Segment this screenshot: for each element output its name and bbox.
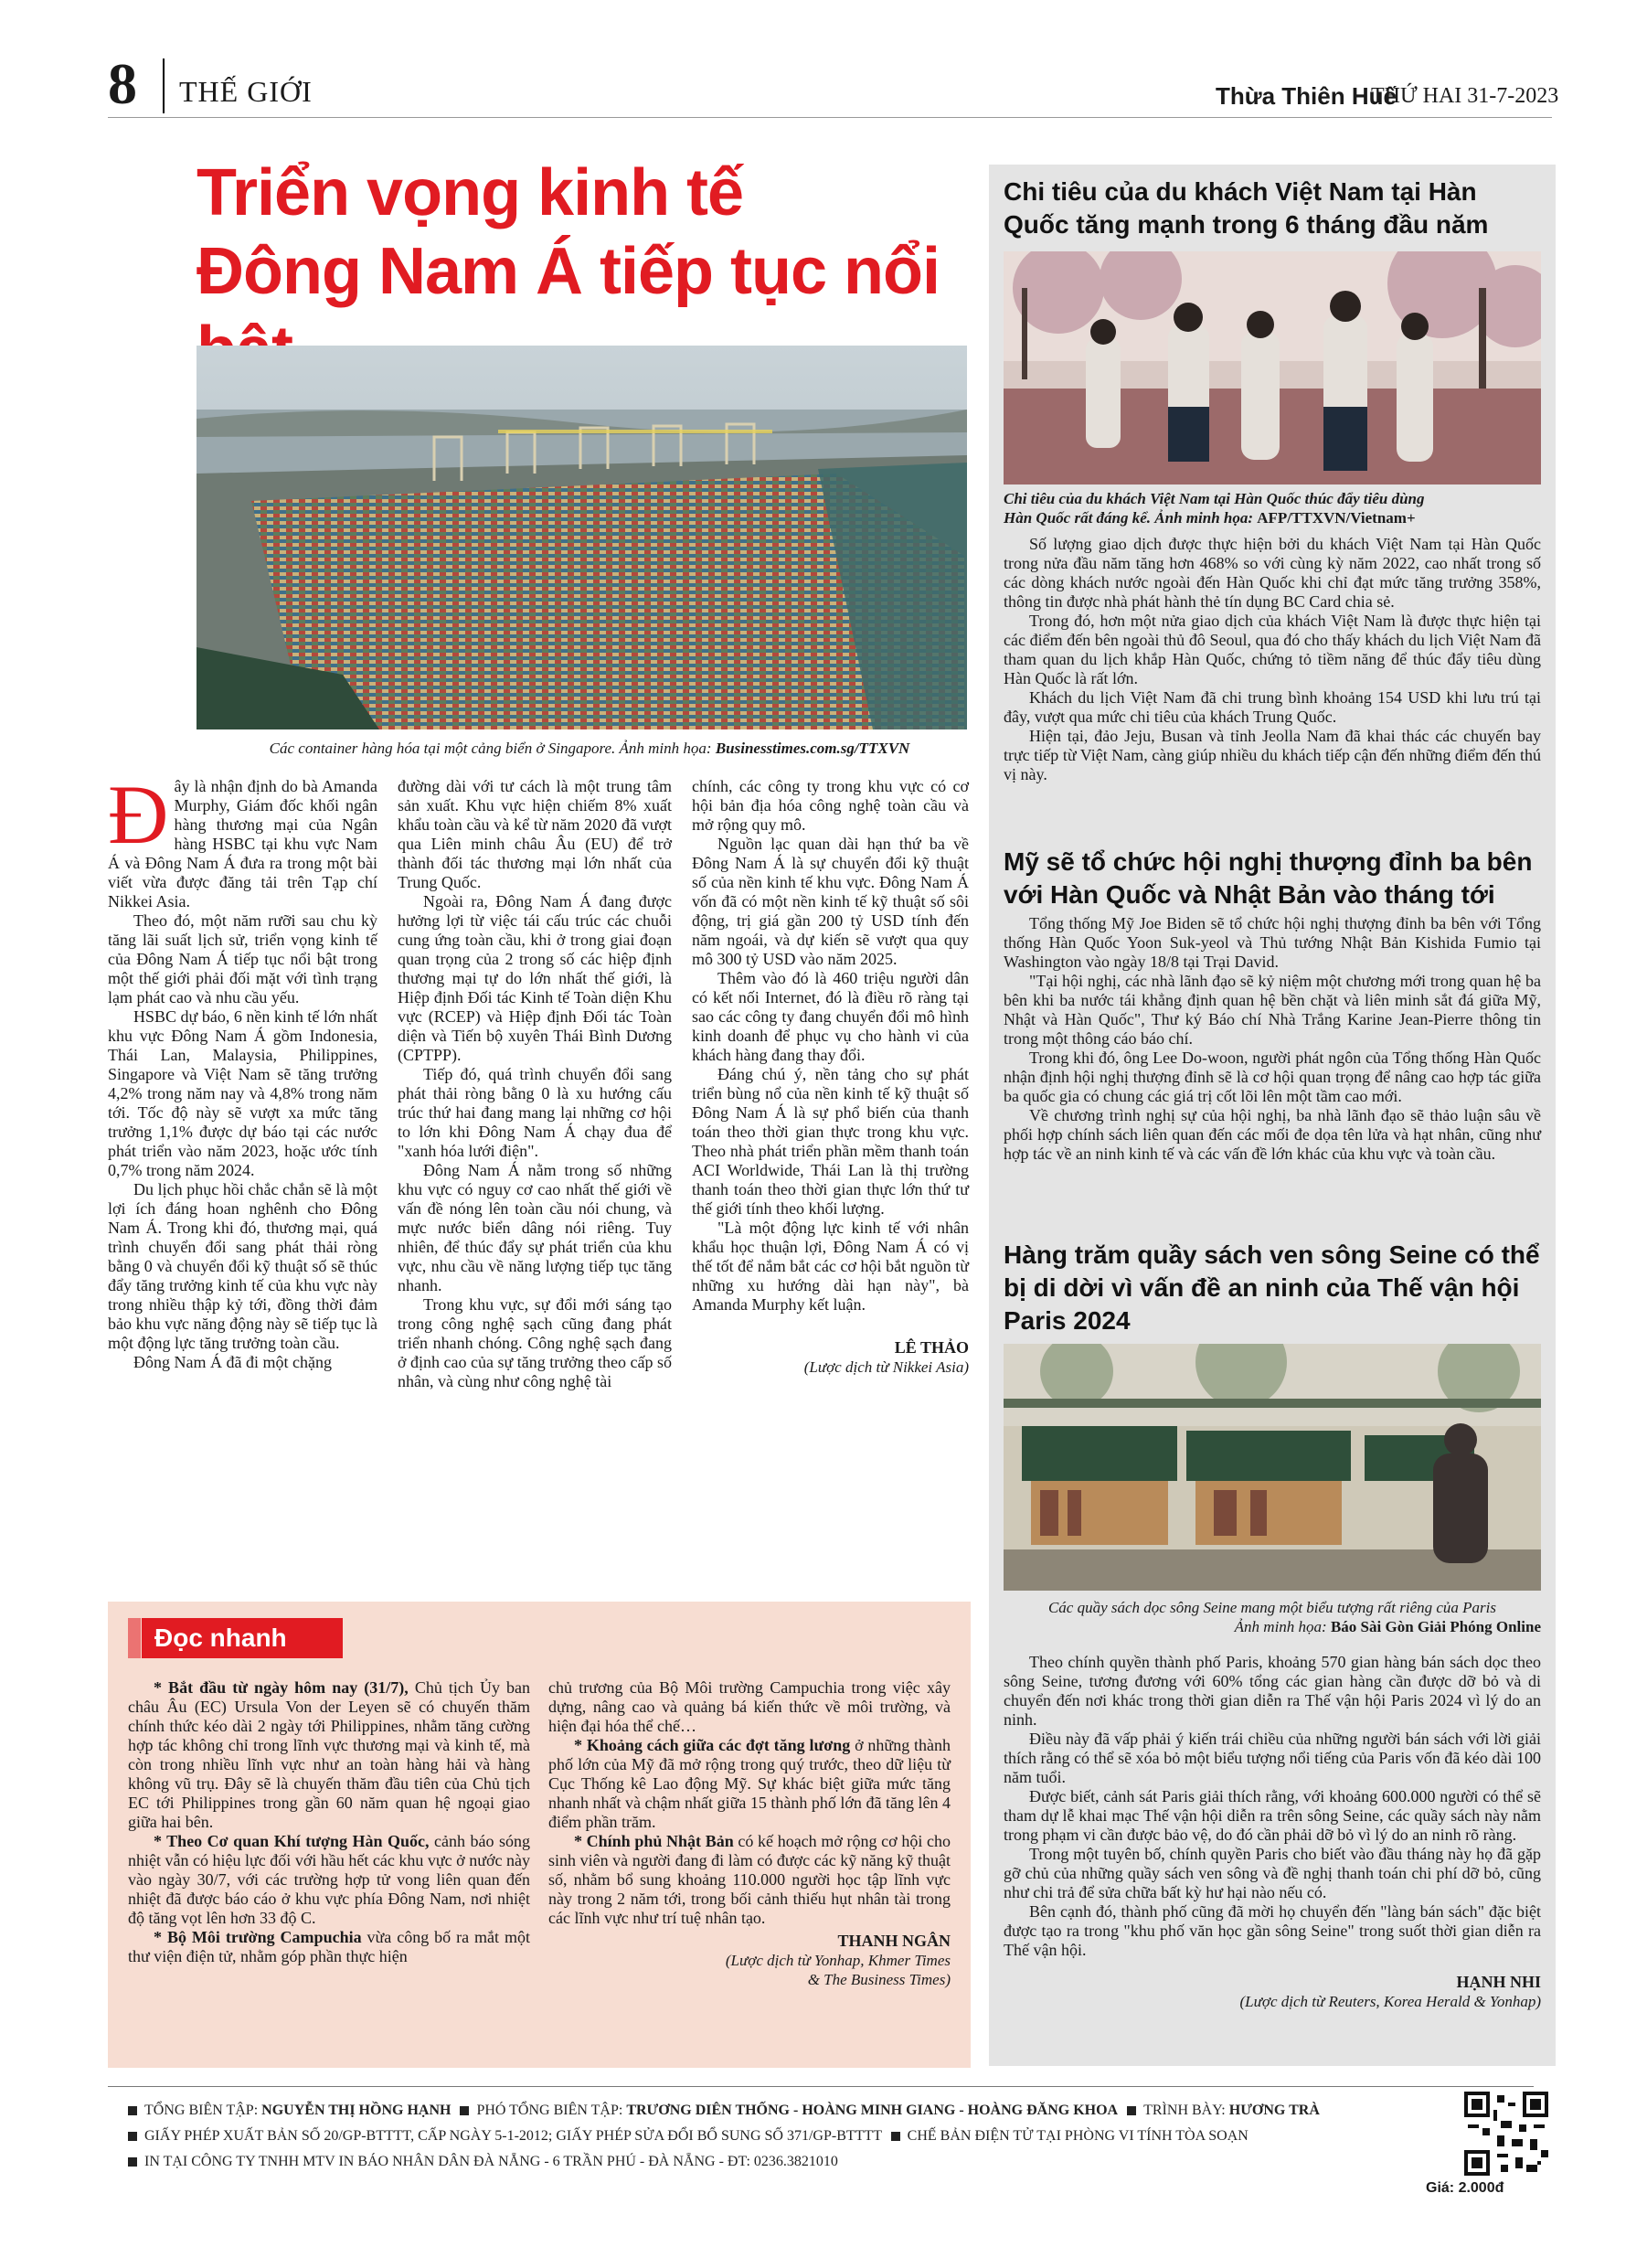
paragraph: Số lượng giao dịch được thực hiện bởi du khách Việt Nam tại Hàn Quốc trong nửa đầu năm tăng hơn 468% so với cùng kỳ năm 2022, cao nhất trong số các dòng khách nước ngoài đến Hàn Quốc khi chỉ đạt mức tăng trưởng 358%, thông tin được nhà phát hành thẻ tín dụng BC Card chia sẻ.: [1004, 535, 1541, 611]
story1-body: [1004, 535, 1541, 784]
bullet-square: [460, 2106, 469, 2115]
caption-credit: Báo Sài Gòn Giải Phóng Online: [1330, 1618, 1541, 1635]
item-text: vừa công bố ra mắt một thư viện điện tử, nhằm góp phần thực hiện: [128, 1928, 530, 1965]
booksellers-illustration: [1004, 1344, 1541, 1591]
item-text: cảnh báo sóng nhiệt vẫn có hiệu lực đối với hầu hết các khu vực ở nước này vào ngày 30/7, với các trường hợp tử vong liên quan đến nhiệt đã được báo cáo ở khu vực phía Đông Nam, nơi nhiệt độ tăng vọt lên hơn 33 độ C.: [128, 1832, 530, 1927]
item-lead: * Bộ Môi trường Campuchia: [154, 1928, 362, 1946]
article-column-1: [108, 768, 377, 1372]
caption-line: [1004, 1617, 1541, 1636]
story3-byline: HẠNH NHI: [1456, 1973, 1541, 1991]
paragraph: Ngoài ra, Đông Nam Á đang được hưởng lợi từ việc tái cấu trúc các chuỗi cung ứng toàn cầu, khi ở trong giai đoạn quan trọng của 2 trong số các hiệp định thương mại tự do lớn nhất thế giới, là Hiệp định Đối tác Kinh tế Toàn diện Khu vực (RCEP) và Hiệp định Đối tác Toàn diện và Tiến bộ xuyên Thái Bình Dương (CPTPP).: [398, 892, 672, 1064]
quick-read-item: [128, 1832, 530, 1928]
quick-read-item: chủ trương của Bộ Môi trường Campuchia trong việc xây dựng, nâng cao và quảng bá kiến thức về môi trường, và hiện đại hóa thể chế…: [548, 1678, 951, 1735]
port-illustration: [197, 346, 967, 729]
paragraph: Theo chính quyền thành phố Paris, khoảng 570 gian hàng bán sách dọc theo sông Seine, tương đương với 60% tổng các gian hàng cần được dỡ bỏ và di chuyển đến nơi khác trong thời gian diễn ra Thế vận hội Paris 2024 vì lý do an ninh.: [1004, 1653, 1541, 1729]
booksellers-photo: [1004, 1344, 1541, 1591]
paragraph: chính, các công ty trong khu vực có cơ hội bản địa hóa công nghệ toàn cầu và mở rộng quy mô.: [692, 777, 969, 834]
item-text: ở những thành phố lớn của Mỹ đã mở rộng trong quý trước, theo dữ liệu từ Cục Thống kê Lao động Mỹ. Sự khác biệt giữa mức tăng nhanh nhất và chậm nhất giữa 15 thành phố lớn đã tăng lên 4 điểm phần trăm.: [548, 1736, 951, 1831]
story2-title: Mỹ sẽ tổ chức hội nghị thượng đỉnh ba bên với Hàn Quốc và Nhật Bản vào tháng tới: [1004, 847, 1533, 909]
quick-read-item: [548, 1736, 951, 1832]
bullet-square: [128, 2132, 137, 2141]
deputy-label: PHÓ TỔNG BIÊN TẬP:: [476, 2103, 623, 2118]
paragraph: Trong khi đó, ông Lee Do-woon, người phát ngôn của Tổng thống Hàn Quốc nhận định hội nghị thượng đỉnh sẽ là cơ hội quan trọng để nâng cao hợp tác giữa ba quốc gia có chung các giá trị cốt lõi lên một tầm cao mới.: [1004, 1049, 1541, 1105]
quick-read-label: Đọc nhanh: [142, 1618, 343, 1658]
item-text: có kế hoạch mở rộng cơ hội cho sinh viên và người đang đi làm có được các kỹ năng kỹ thuật số, nhằm bổ sung khoảng 110.000 người học tập lĩnh vực này trong 2 năm tới, trong bối cảnh thiếu hụt nhân tài trong các lĩnh vực như trí tuệ nhân tạo.: [548, 1832, 951, 1927]
paper-name: Thừa Thiên Huế: [1216, 82, 1397, 110]
caption-text: Các container hàng hóa tại một cảng biển ở Singapore. Ảnh minh họa:: [269, 740, 712, 757]
quick-read-source-line: (Lược dịch từ Yonhap, Khmer Times: [725, 1952, 951, 1969]
paragraph: Về chương trình nghị sự của hội nghị, ba nhà lãnh đạo sẽ thảo luận sâu về phối hợp chính sách liên quan đến các mối đe dọa tên lửa và hạt nhân, cũng như hợp tác về an ninh kinh tế và các vấn đề lớn khác của khu vực và toàn cầu.: [1004, 1106, 1541, 1163]
header-divider: [163, 59, 165, 113]
price-label: Giá: 2.000đ: [1426, 2180, 1504, 2196]
paragraph: Điều này đã vấp phải ý kiến trái chiều của những người bán sách với lời giải thích rằng có thể sẽ xóa bỏ một biểu tượng nổi tiếng của Paris vốn đã kéo dài 100 năm tuổi.: [1004, 1730, 1541, 1786]
page-number: 8: [108, 51, 137, 116]
paragraph: Đông Nam Á đã đi một chặng: [133, 1353, 332, 1371]
caption-line: Các quầy sách dọc sông Seine mang một biểu tượng rất riêng của Paris: [1047, 1599, 1497, 1616]
header-rule: [108, 117, 1552, 118]
paragraph: Tổng thống Mỹ Joe Biden sẽ tổ chức hội nghị thượng đỉnh ba bên với Tổng thống Hàn Quốc Yoon Suk-yeol và Thủ tướng Nhật Bản Kishida Fumio tại Washington vào ngày 18/8 tại Trại David.: [1004, 914, 1541, 971]
quick-read-byline: THANH NGÂN: [837, 1932, 951, 1950]
paragraph: "Là một động lực kinh tế với nhân khẩu học thuận lợi, Đông Nam Á có vị thế tốt để nắm bắt các cơ hội bắt nguồn từ những xu hướng dài hạn này", bà Amanda Murphy kết luận.: [692, 1219, 969, 1314]
section-title: THẾ GIỚI: [179, 75, 313, 108]
printer-text: IN TẠI CÔNG TY TNHH MTV IN BÁO NHÂN DÂN ĐÀ NẴNG - 6 TRẦN PHÚ - ĐÀ NẴNG - ĐT: 0236.3821010: [144, 2154, 838, 2169]
article-column-2: [398, 777, 672, 1391]
story3-caption: [1004, 1598, 1541, 1636]
caption-credit: Businesstimes.com.sg/TTXVN: [715, 740, 910, 757]
port-photo: [197, 346, 967, 729]
footer-line-1: [128, 2103, 1320, 2119]
bullet-square: [891, 2132, 900, 2141]
quick-read-item: [548, 1832, 951, 1928]
item-text: Chủ tịch Ủy ban châu Âu (EC) Ursula Von der Leyen sẽ có chuyến thăm chính thức kéo dài 2 ngày tới Philippines, nhằm tăng cường hợp tác không chỉ trong lĩnh vực thương mại và kinh tế, mà còn trong nhiều lĩnh vực như an toàn hàng hải và hàng không vũ trụ. Đây sẽ là chuyến thăm đầu tiên của Chủ tịch EC tới Philippines trong gần 60 năm quan hệ ngoại giao giữa hai bên.: [128, 1678, 530, 1831]
paragraph: Du lịch phục hồi chắc chắn sẽ là một lợi ích đáng hoan nghênh cho Đông Nam Á. Trong khi đó, thương mại, quá trình chuyển đổi sang phát thải ròng bằng 0 và chuyển đổi kỹ thuật số sẽ thúc đẩy tăng trưởng kinh tế của khu vực này trong nhiều thập kỷ tới, đồng thời đảm bảo khu vực năng động này sẽ tiếp tục là một động lực tăng trưởng toàn cầu.: [108, 1180, 377, 1352]
paragraph: Trong đó, hơn một nửa giao dịch của khách Việt Nam là được thực hiện tại các điểm đến bên ngoài thủ đô Seoul, qua đó cho thấy khách du lịch Việt Nam đã tham quan du lịch khắp Hàn Quốc, chứng tỏ tiềm năng để thúc đẩy tiêu dùng Hàn Quốc là rất lớn.: [1004, 612, 1541, 687]
qr-code[interactable]: [1464, 2092, 1548, 2176]
quick-read-source-line: & The Business Times): [807, 1971, 951, 1988]
deputy-names: TRƯƠNG DIÊN THỐNG - HOÀNG MINH GIANG - HOÀNG ĐĂNG KHOA: [626, 2103, 1119, 2118]
bullet-square: [128, 2157, 137, 2167]
quick-read-column-1: [128, 1678, 530, 1966]
tourists-illustration: [1004, 251, 1541, 484]
item-lead: * Chính phủ Nhật Bản: [574, 1832, 734, 1850]
quick-read-item: [128, 1678, 530, 1832]
caption-line: Chi tiêu của du khách Việt Nam tại Hàn Quốc thúc đẩy tiêu dùng: [1004, 490, 1425, 507]
caption-text: Hàn Quốc rất đáng kể. Ảnh minh họa:: [1004, 509, 1254, 527]
item-lead: * Theo Cơ quan Khí tượng Hàn Quốc,: [154, 1832, 430, 1850]
article-source: (Lược dịch từ Nikkei Asia): [803, 1358, 969, 1376]
qr-code-icon: [1464, 2092, 1548, 2176]
bullet-square: [1127, 2106, 1136, 2115]
paragraph: HSBC dự báo, 6 nền kinh tế lớn nhất khu vực Đông Nam Á gồm Indonesia, Thái Lan, Malaysia, Philippines, Singapore và Việt Nam sẽ tăng trưởng 4,2% trong năm nay và 4,8% trong năm tới. Tốc độ này sẽ vượt xa mức tăng trưởng 1,1% được dự báo tại các nước phát triển vào năm 2023, hoặc ước tính 0,7% trong năm 2024.: [108, 1007, 377, 1179]
footer-line-2: [128, 2128, 1249, 2145]
footer-line-3: [128, 2154, 838, 2170]
tourists-photo: [1004, 251, 1541, 484]
headline-line-2: Đông Nam Á tiếp tục nổi: [197, 235, 940, 308]
story3-title: Hàng trăm quầy sách ven sông Seine có thể bị di dời vì vấn đề an ninh của Thế vận hội Paris 2024: [1004, 1240, 1540, 1335]
license-text: GIẤY PHÉP XUẤT BẢN SỐ 20/GP-BTTTT, CẤP NGÀY 5-1-2012; GIẤY PHÉP SỬA ĐỔI BỔ SUNG SỐ 371/GP-BTTTT: [144, 2128, 882, 2144]
story2-body: [1004, 914, 1541, 1164]
issue-date: THỨ HAI 31-7-2023: [1371, 84, 1559, 108]
article-byline: LÊ THẢO: [894, 1338, 969, 1357]
layout-label: TRÌNH BÀY:: [1143, 2103, 1226, 2118]
story1-caption: [1004, 489, 1541, 527]
paragraph: Theo đó, một năm rưỡi sau chu kỳ tăng lãi suất lịch sử, triển vọng kinh tế của Đông Nam Á tiếp tục nổi bật trong một thế giới phải đối mặt với tình trạng lạm phát cao và nhu cầu yếu.: [108, 911, 377, 1006]
story1-title: Chi tiêu của du khách Việt Nam tại Hàn Quốc tăng mạnh trong 6 tháng đầu năm: [1004, 177, 1489, 239]
quick-read-column-2: [548, 1678, 951, 1989]
article-column-3: [692, 777, 969, 1377]
story3-source: (Lược dịch từ Reuters, Korea Herald & Yonhap): [1239, 1993, 1541, 2010]
paragraph: [108, 768, 377, 911]
caption-line: [1004, 508, 1541, 527]
paragraph: Được biết, cảnh sát Paris giải thích rằng, với khoảng 600.000 người có thể sẽ tham dự lễ khai mạc Thế vận hội diễn ra trên sông Seine, các quầy sách này nằm trong phạm vi cần được bảo vệ, do đó cần phải dỡ bỏ vì lý do an ninh rõ ràng.: [1004, 1787, 1541, 1844]
paragraph: Trong một tuyên bố, chính quyền Paris cho biết vào đầu tháng này họ đã gặp gỡ chủ của những quầy sách ven sông và đề nghị thanh toán chi phí dỡ bỏ, cũng như chi trả để sửa chữa bất kỳ hư hại nào nếu có.: [1004, 1845, 1541, 1901]
paragraph: Hiện tại, đảo Jeju, Busan và tỉnh Jeolla Nam đã khai thác các chuyến bay trực tiếp từ Việt Nam, càng giúp nhiều du khách tiếp cận đến những điểm đến thú vị này.: [1004, 727, 1541, 783]
paragraph: Thêm vào đó là 460 triệu người dân có kết nối Internet, đó là điều rõ ràng tại sao các công ty đang chuyển đổi mô hình kinh doanh để phục vụ cho hành vi của khách hàng đang thay đổi.: [692, 969, 969, 1064]
layout-name: HƯƠNG TRÀ: [1228, 2103, 1320, 2118]
quick-read-tab-edge: [128, 1618, 141, 1658]
paragraph: "Tại hội nghị, các nhà lãnh đạo sẽ kỷ niệm một chương mới trong quan hệ ba bên khi ba nước tái khẳng định quan hệ bền chặt và liên minh sắt đá giữa Mỹ, Nhật và Hàn Quốc", Thư ký Báo chí Nhà Trắng Karine Jean-Pierre thông tin trong một thông cáo báo chí.: [1004, 972, 1541, 1048]
caption-credit: AFP/TTXVN/Vietnam+: [1257, 509, 1416, 527]
paragraph: Đáng chú ý, nền tảng cho sự phát triển bùng nổ của nền kinh tế kỹ thuật số Đông Nam Á là sự phổ biến của thanh toán theo thời gian thực trong khu vực. Theo nhà phát triển phần mềm thanh toán ACI Worldwide, Thái Lan là thị trường thanh toán theo thời gian thực lớn thứ tư thế giới tính theo khối lượng.: [692, 1065, 969, 1218]
paragraph: Đông Nam Á nằm trong số những khu vực có nguy cơ cao nhất thế giới về vấn đề nóng lên toàn cầu nói chung, và mực nước biển dâng nói riêng. Tuy nhiên, để thúc đẩy sự phát triển của khu vực, nhu cầu về năng lượng tiếp tục tăng nhanh.: [398, 1161, 672, 1294]
main-photo-caption: [210, 739, 969, 758]
paragraph: đường dài với tư cách là một trung tâm sản xuất. Khu vực hiện chiếm 8% xuất khẩu toàn cầu và kể từ năm 2020 đã vượt qua Liên minh châu Âu (EU) để trở thành đối tác thương mại lớn nhất của Trung Quốc.: [398, 777, 672, 891]
story3-body: [1004, 1653, 1541, 2011]
item-lead: * Khoảng cách giữa các đợt tăng lương: [574, 1736, 851, 1754]
footer-rule: [108, 2086, 1534, 2087]
paragraph: Nguồn lạc quan dài hạn thứ ba về Đông Nam Á là sự chuyển đổi kỹ thuật số của nền kinh tế khu vực. Đông Nam Á vốn đã có một nền kinh tế kỹ thuật số sôi động, trị giá gần 200 tỷ USD tính đến năm ngoái, và dự kiến sẽ vượt qua quy mô 300 tỷ USD vào năm 2025.: [692, 835, 969, 968]
editor-label: TỔNG BIÊN TẬP:: [144, 2103, 259, 2118]
paragraph: Khách du lịch Việt Nam đã chi trung bình khoảng 154 USD khi lưu trú tại đây, vượt qua mức chi tiêu của khách Trung Quốc.: [1004, 688, 1541, 726]
quick-read-item: [128, 1928, 530, 1966]
paragraph: Bên cạnh đó, thành phố cũng đã mời họ chuyển đến "làng bán sách" đặc biệt được tạo ra trong "khu phố văn học gần sông Seine" trong suốt thời gian diễn ra Thế vận hội.: [1004, 1902, 1541, 1959]
paragraph: Tiếp đó, quá trình chuyển đổi sang phát thải ròng bằng 0 là xu hướng cấu trúc thứ hai đang mang lại những cơ hội to lớn khi Đông Nam Á chạy đua để "xanh hóa lưới điện".: [398, 1065, 672, 1160]
item-lead: * Bắt đầu từ ngày hôm nay (31/7),: [154, 1678, 409, 1697]
bullet-square: [128, 2106, 137, 2115]
typesetting-text: CHẾ BẢN ĐIỆN TỬ TẠI PHÒNG VI TÍNH TÒA SOẠN: [907, 2128, 1249, 2144]
dropcap: Đ: [108, 768, 169, 861]
caption-text: Ảnh minh họa:: [1234, 1618, 1327, 1635]
paragraph-text: ây là nhận định do bà Amanda Murphy, Giám đốc khối ngân hàng thương mại của Ngân hàng HSBC tại khu vực Nam Á và Đông Nam Á đưa ra trong một bài viết vừa được đăng tải trên Tạp chí Nikkei Asia.: [108, 777, 377, 910]
paragraph: Trong khu vực, sự đổi mới sáng tạo trong công nghệ sạch cũng đang phát triển nhanh chóng. Công nghệ sạch đang ở định cao của sự tăng trưởng theo cấp số nhân, và cùng như công nghệ tài: [398, 1295, 672, 1390]
editor-name: NGUYỄN THỊ HỒNG HẠNH: [261, 2103, 452, 2118]
headline-line-1: Triển vọng kinh tế: [197, 156, 744, 229]
